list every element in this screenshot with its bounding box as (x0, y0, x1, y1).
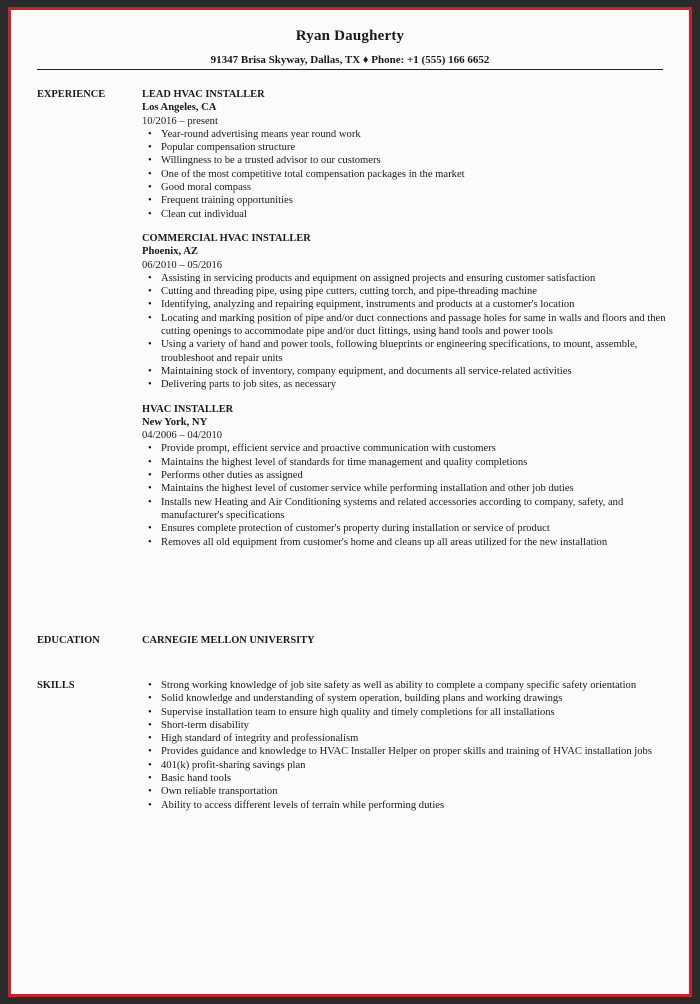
duty-item: • Maintains the highest level of standards for time management and quality completions (142, 456, 667, 469)
experience-heading: EXPERIENCE (37, 89, 106, 100)
job-title: COMMERCIAL HVAC INSTALLER (142, 232, 311, 244)
job-duties (142, 272, 667, 392)
skill-item: • Supervise installation team to ensure high quality and timely completions for all installations (142, 706, 667, 719)
duty-item: • Clean cut individual (142, 208, 667, 221)
school-name: CARNEGIE MELLON UNIVERSITY (142, 635, 315, 646)
duty-item: • Removes all old equipment from customer's home and cleans up all areas utilized for the new installation (142, 536, 667, 549)
resume-header (11, 10, 689, 66)
duty-item: • Provide prompt, efficient service and proactive communication with customers (142, 442, 667, 455)
job-entry (142, 88, 667, 221)
duty-item: • Frequent training opportunities (142, 194, 667, 207)
duty-item: • Maintaining stock of inventory, company equipment, and documents all service-related activities (142, 365, 667, 378)
duty-item: • Year-round advertising means year round work (142, 128, 667, 141)
duty-item: • Assisting in servicing products and equipment on assigned projects and ensuring customer satisfaction (142, 272, 667, 285)
duty-item: • Willingness to be a trusted advisor to our customers (142, 154, 667, 167)
job-location: New York, NY (142, 416, 208, 428)
duty-item: • Installs new Heating and Air Conditioning systems and related accessories according to company, safety, and manufacturer's specifications (142, 496, 667, 523)
skill-item: • Solid knowledge and understanding of system operation, building plans and working drawings (142, 692, 667, 705)
education-list (142, 634, 667, 647)
resume-page (11, 10, 689, 994)
duty-item: • One of the most competitive total compensation packages in the market (142, 168, 667, 181)
document-frame (8, 7, 692, 997)
job-title: HVAC INSTALLER (142, 403, 234, 415)
skill-item: • Provides guidance and knowledge to HVAC Installer Helper on proper skills and training of HVAC installation jobs (142, 745, 667, 758)
skills-heading: SKILLS (37, 680, 75, 691)
skill-item: • Ability to access different levels of terrain while performing duties (142, 799, 667, 812)
experience-list (142, 88, 667, 560)
skill-item: • Strong working knowledge of job site safety as well as ability to complete a company specific safety orientation (142, 679, 667, 692)
skill-item: • Basic hand tools (142, 772, 667, 785)
duty-item: • Maintains the highest level of customer service while performing installation and other job duties (142, 482, 667, 495)
job-dates: 04/2006 – 04/2010 (142, 430, 223, 442)
duty-item: • Ensures complete protection of customer's property during installation or service of product (142, 522, 667, 535)
duty-item: • Performs other duties as assigned (142, 469, 667, 482)
skill-item: • Short-term disability (142, 719, 667, 732)
job-entry (142, 403, 667, 549)
job-duties (142, 128, 667, 221)
duty-item: • Locating and marking position of pipe and/or duct connections and passage holes for same in walls and floors and then cutting openings to accommodate pipe and/or duct fittings, using hand tools and power tools (142, 312, 667, 339)
contact-line: 91347 Brisa Skyway, Dallas, TX ♦ Phone: +1 (555) 166 6652 (210, 54, 490, 66)
skill-items (142, 679, 667, 812)
skill-item: • High standard of integrity and professionalism (142, 732, 667, 745)
duty-item: • Good moral compass (142, 181, 667, 194)
duty-item: • Using a variety of hand and power tools, following blueprints or engineering specifications, to mount, assemble, troubleshoot and repair units (142, 338, 667, 365)
duty-item: • Delivering parts to job sites, as necessary (142, 378, 667, 391)
header-divider (37, 69, 663, 70)
job-location: Phoenix, AZ (142, 246, 198, 258)
job-location: Los Angeles, CA (142, 102, 217, 114)
skill-item: • 401(k) profit-sharing savings plan (142, 759, 667, 772)
job-entry (142, 232, 667, 392)
skill-item: • Own reliable transportation (142, 785, 667, 798)
job-dates: 10/2016 – present (142, 115, 218, 127)
skills-list (142, 679, 667, 812)
duty-item: • Identifying, analyzing and repairing equipment, instruments and products at a customer's location (142, 298, 667, 311)
job-title: LEAD HVAC INSTALLER (142, 89, 265, 100)
job-duties (142, 442, 667, 548)
education-heading: EDUCATION (37, 635, 100, 646)
duty-item: • Popular compensation structure (142, 141, 667, 154)
candidate-name: Ryan Daugherty (295, 28, 405, 44)
job-dates: 06/2010 – 05/2016 (142, 259, 223, 271)
duty-item: • Cutting and threading pipe, using pipe cutters, cutting torch, and pipe-threading machine (142, 285, 667, 298)
